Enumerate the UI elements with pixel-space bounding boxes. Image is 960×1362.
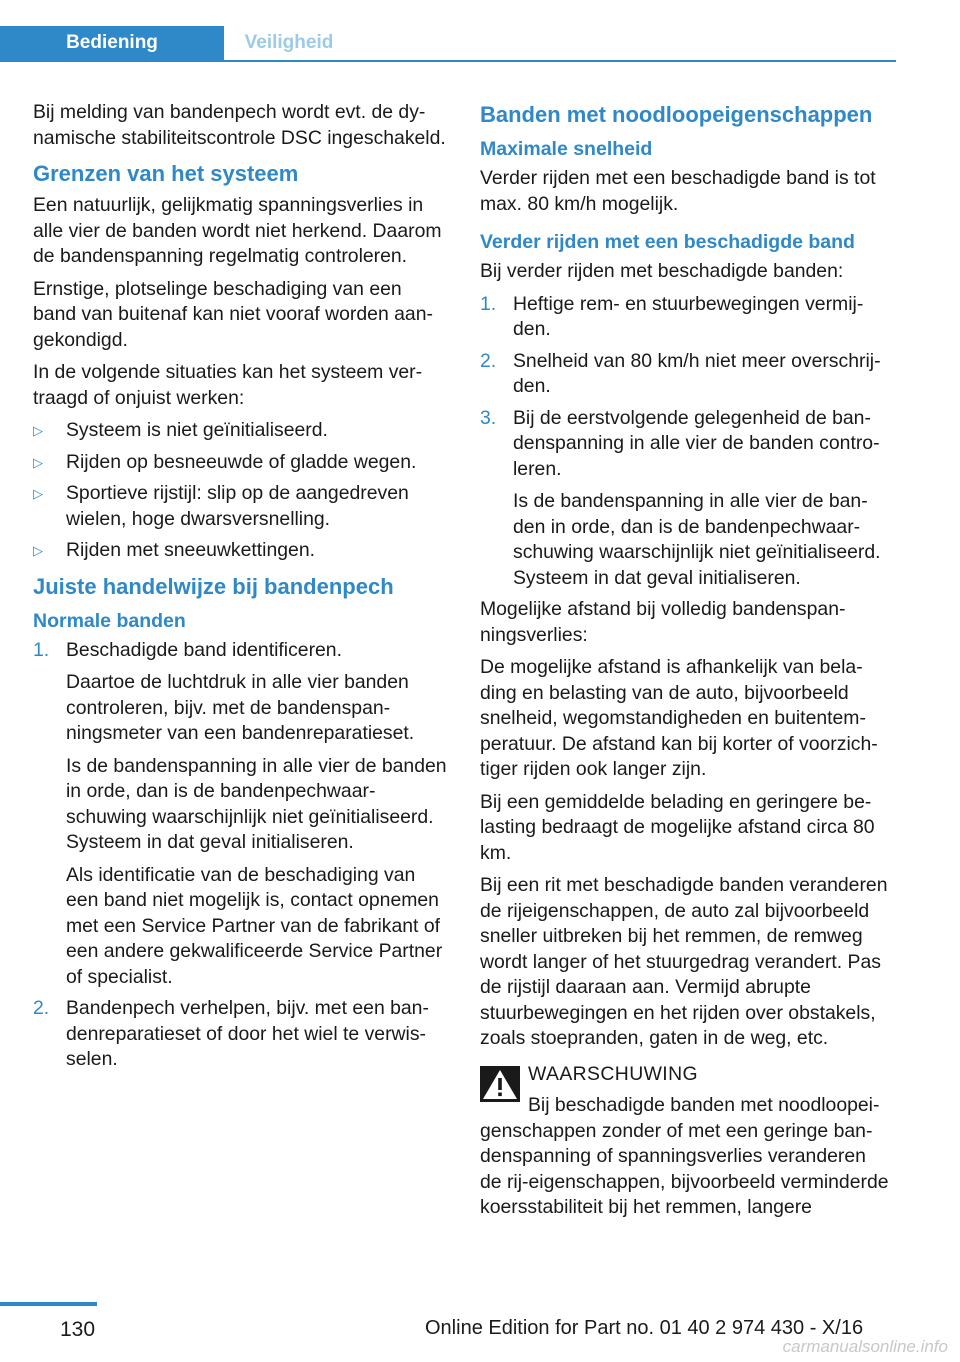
warning-body: Bij beschadigde banden met noodloopeigenschappen zonder of met een geringe bandenspanning of spanningsverlies veranderen de rij-eigenschappen, bijvoorbeeld verminderde koersstabiliteit bij het remmen, langere xyxy=(480,1094,889,1218)
step-subparagraph: Als identificatie van de beschadiging van een band niet mogelijk is, contact opnemen met een Service Partner van de fabrikant of een andere gekwalificeerde Service Partner of specialist. xyxy=(66,863,443,988)
watermark: carmanualsonline.info xyxy=(782,1337,948,1356)
step-subparagraph: Is de bandenspanning in alle vier de banden in orde, dan is de bandenpechwaarschuwing waarschijnlijk niet geïnitialiseerd. Systeem in dat geval initialiseren. xyxy=(513,490,881,589)
paragraph: Bij een rit met beschadigde banden veranderen de rijeigenschappen, de auto zal bijvoorbeeld sneller uitbreken bij het remmen, de remweg wordt langer of het stuurgedrag verandert. Pas de rijstijl daaraan aan. Vermijd abrupte stuurbewegingen en het rijden over obstakels, zoals stoepranden, gaten in de weg, etc. xyxy=(480,874,888,1049)
paragraph: In de volgende situaties kan het systeem vertraagd of onjuist werken: xyxy=(33,361,423,409)
footer-rule xyxy=(0,1302,97,1306)
page-number: 130 xyxy=(60,1318,96,1341)
warning-box xyxy=(480,1062,892,1221)
step-item xyxy=(33,638,449,991)
step-text: Snelheid van 80 km/h niet meer overschrijden. xyxy=(513,349,881,397)
step-number: 2. xyxy=(480,349,497,372)
tab-veiligheid[interactable]: Veiligheid xyxy=(244,32,334,53)
paragraph: Verder rijden met een beschadigde band is tot max. 80 km/h mogelijk. xyxy=(480,167,876,215)
warning-title: WAARSCHUWING xyxy=(528,1062,698,1085)
step-item xyxy=(480,292,892,343)
list-item-text: Systeem is niet geïnitialiseerd. xyxy=(66,419,328,441)
tab-bediening[interactable]: Bediening xyxy=(0,26,224,60)
paragraph: Mogelijke afstand bij volledig bandenspanningsverlies: xyxy=(480,598,846,646)
list-item xyxy=(33,450,449,476)
triangle-bullet-icon: ▷ xyxy=(33,454,43,470)
heading-juiste-handelwijze: Juiste handelwijze bij bandenpech xyxy=(33,573,394,599)
paragraph: De mogelijke afstand is afhankelijk van belading en belasting van de auto, bijvoorbeeld snelheid, wegomstandigheden en buitentemperatuur. De afstand kan bij korter of voorzichtiger rijden ook langer zijn. xyxy=(480,656,878,780)
step-text: Bij de eerstvolgende gelegenheid de bandenspanning in alle vier de banden controleren. xyxy=(513,406,880,480)
step-text: Heftige rem- en stuurbewegingen vermijden. xyxy=(513,292,864,340)
chapter-tabbar xyxy=(0,26,896,62)
step-number: 1. xyxy=(480,292,497,315)
triangle-bullet-icon: ▷ xyxy=(33,543,43,558)
list-item-text: Rijden op besneeuwde of gladde wegen. xyxy=(66,450,417,473)
paragraph: Bij een gemiddelde belading en geringere belasting bedraagt de mogelijke afstand circa 80 km. xyxy=(480,790,875,864)
left-column xyxy=(33,100,449,1079)
step-subparagraph: Is de bandenspanning in alle vier de banden in orde, dan is de bandenpechwaarschuwing waarschijnlijk niet geïnitialiseerd. Systeem in dat geval initialiseren. xyxy=(66,754,447,853)
right-column xyxy=(480,100,892,1221)
list-item-text: Rijden met sneeuwkettingen. xyxy=(66,539,315,561)
paragraph: Ernstige, plotselinge beschadiging van een band van buitenaf kan niet vooraf worden aangekondigd. xyxy=(33,277,433,351)
step-number: 2. xyxy=(33,997,50,1019)
heading-verder-rijden: Verder rijden met een beschadigde band xyxy=(480,231,855,253)
step-text: Beschadigde band identificeren. xyxy=(66,638,342,661)
list-item xyxy=(33,418,449,444)
triangle-bullet-icon: ▷ xyxy=(33,423,43,438)
steps-list xyxy=(33,638,449,1073)
situations-list xyxy=(33,418,449,564)
step-item xyxy=(480,349,892,400)
step-text: Bandenpech verhelpen, bijv. met een bandenreparatieset of door het wiel te verwisselen. xyxy=(66,997,429,1070)
intro-paragraph: Bij melding van bandenpech wordt evt. de dynamische stabiliteitscontrole DSC ingeschakeld. xyxy=(33,101,446,149)
step-subparagraph: Daartoe de luchtdruk in alle vier banden controleren, bijv. met de bandenspanningsmeter van een bandenreparatieset. xyxy=(66,671,415,744)
step-number: 1. xyxy=(33,638,50,661)
step-number: 3. xyxy=(480,406,497,429)
heading-maximale-snelheid: Maximale snelheid xyxy=(480,138,653,160)
heading-grenzen: Grenzen van het systeem xyxy=(33,161,299,186)
list-item xyxy=(33,481,449,532)
heading-normale-banden: Normale banden xyxy=(33,609,186,632)
step-item xyxy=(33,996,449,1073)
triangle-bullet-icon: ▷ xyxy=(33,486,43,501)
header-rule xyxy=(0,60,896,62)
warning-triangle-icon xyxy=(480,1066,520,1102)
paragraph: Een natuurlijk, gelijkmatig spanningsverlies in alle vier de banden wordt niet herkend. Daarom de bandenspanning regelmatig controleren. xyxy=(33,194,442,267)
edition-text: Online Edition for Part no. 01 40 2 974 430 - X/16 xyxy=(425,1317,864,1339)
list-item xyxy=(33,538,449,564)
right-steps-list xyxy=(480,292,892,592)
paragraph: Bij verder rijden met beschadigde banden: xyxy=(480,260,844,282)
heading-noodloop: Banden met noodloopeigenschappen xyxy=(480,102,873,127)
step-item xyxy=(480,406,892,592)
list-item-text: Sportieve rijstijl: slip op de aangedreven wielen, hoge dwarsversnelling. xyxy=(66,482,409,530)
